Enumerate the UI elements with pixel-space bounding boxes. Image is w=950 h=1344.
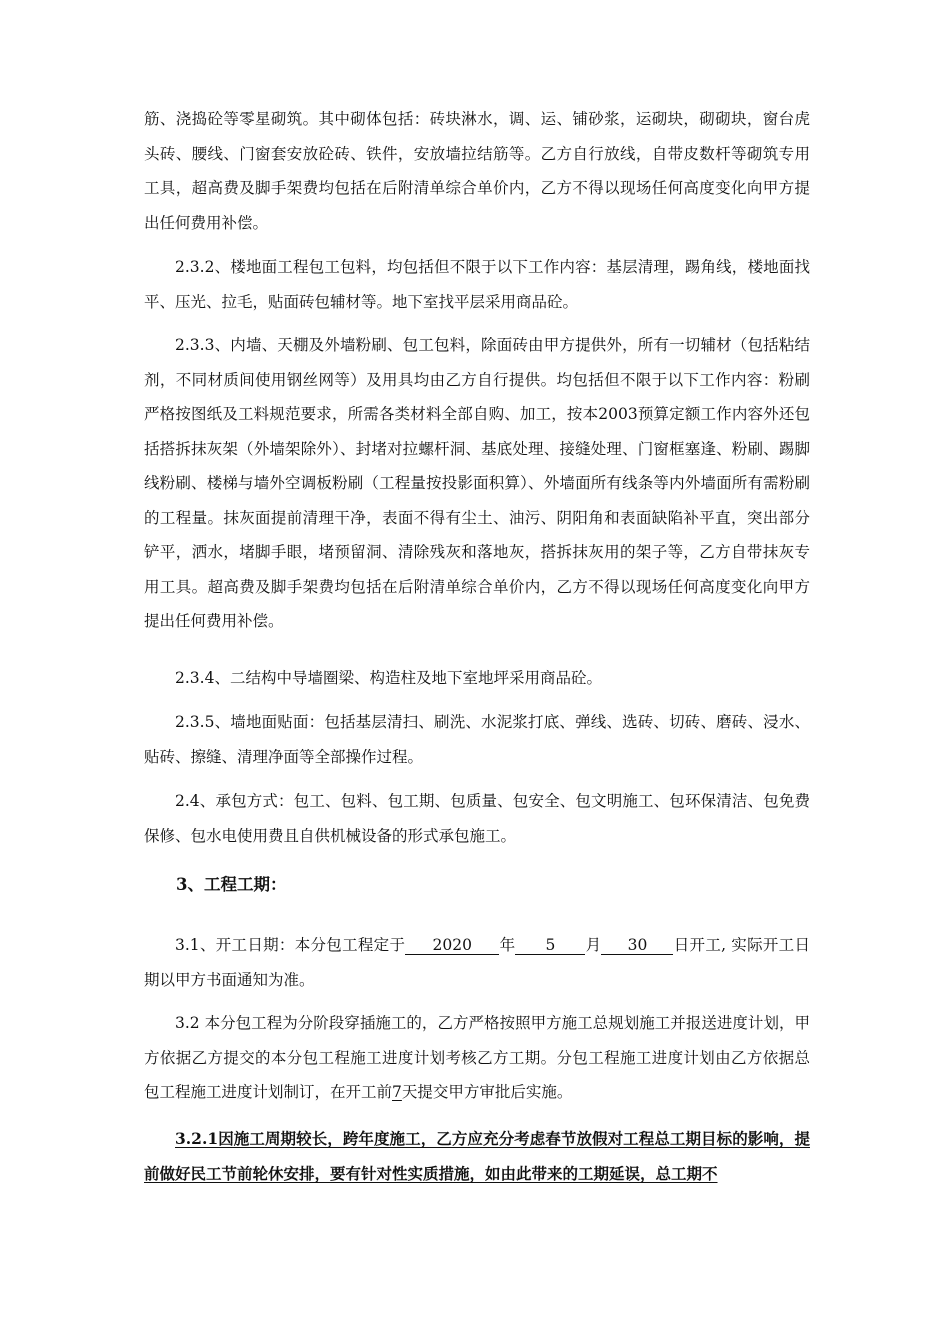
paragraph-3-2-text: 3.2 本分包工程为分阶段穿插施工的，乙方严格按照甲方施工总规划施工并报送进度计划，甲方依据乙方提交的本分包工程施工进度计划考核乙方工期。分包工程施工进度计划由乙方依据总包工程施工进度计划制订，在开工前 <box>144 1014 810 1101</box>
paragraph-2-3-4: 2.3.4、二结构中导墙圈梁、构造柱及地下室地坪采用商品砼。 <box>175 669 602 687</box>
year-label: 年 <box>499 936 516 954</box>
paragraph-2-3-5: 2.3.5、墙地面贴面：包括基层清扫、刷洗、水泥浆打底、弹线、选砖、切砖、磨砖、浸水、贴砖、擦缝、清理净面等全部操作过程。 <box>144 713 810 766</box>
start-date-prefix: 3.1、开工日期：本分包工程定于 <box>175 936 406 954</box>
paragraph-2-4: 2.4、承包方式：包工、包料、包工期、包质量、包安全、包文明施工、包环保清洁、包免费保修、包水电使用费且自供机械设备的形式承包施工。 <box>144 792 810 845</box>
paragraph-2-3-1-continued: 筋、浇捣砼等零星砌筑。其中砌体包括：砖块淋水，调、运、铺砂浆，运砌块，砌砌块，窗台虎头砖、腰线、门窗套安放砼砖、铁件，安放墙拉结筋等。乙方自行放线，自带皮数杆等砌筑专用工具，超高费及脚手架费均包括在后附清单综合单价内，乙方不得以现场任何高度变化向甲方提出任何费用补偿。 <box>144 110 810 232</box>
section-heading-3: 3、工程工期： <box>176 875 287 894</box>
paragraph-3-2-tail: 天提交甲方审批后实施。 <box>401 1083 573 1101</box>
paragraph-2-3-3: 2.3.3、内墙、天棚及外墙粉刷、包工包料，除面砖由甲方提供外，所有一切辅材（包括粘结剂，不同材质间使用钢丝网等）及用具均由乙方自行提供。均包括但不限于以下工作内容：粉刷严格按图纸及工料规范要求，所需各类材料全部自购、加工，按本2003预算定额工作内容外还包括搭拆抹灰架（外墙架除外）、封堵对拉螺杆洞、基底处理、接缝处理、门窗框塞逢、粉刷、踢脚线粉刷、楼梯与墙外空调板粉刷（工程量按投影面积算）、外墙面所有线条等内外墙面所有需粉刷的工程量。抹灰面提前清理干净，表面不得有尘土、油污、阴阳角和表面缺陷补平直，突出部分铲平，洒水，堵脚手眼，堵预留洞、清除残灰和落地灰，搭拆抹灰用的架子等，乙方自带抹灰专用工具。超高费及脚手架费均包括在后附清单综合单价内，乙方不得以现场任何高度变化向甲方提出任何费用补偿。 <box>144 336 810 630</box>
paragraph-3-1 <box>144 928 810 997</box>
start-date-suffix: 日开工, 实际开工日期以甲方书面通知为准。 <box>144 936 810 989</box>
start-year-field: 2020 <box>405 936 499 955</box>
month-label: 月 <box>585 936 602 954</box>
submission-days-field: 7 <box>392 1083 402 1101</box>
paragraph-3-2-1: 3.2.1因施工周期较长，跨年度施工，乙方应充分考虑春节放假对工程总工期目标的影响，提前做好民工节前轮休安排，要有针对性实质措施，如由此带来的工期延误，总工期不 <box>144 1129 810 1183</box>
start-day-field: 30 <box>601 936 673 955</box>
start-month-field: 5 <box>515 936 585 955</box>
paragraph-3-2 <box>144 1006 810 1110</box>
paragraph-2-3-2: 2.3.2、楼地面工程包工包料，均包括但不限于以下工作内容：基层清理，踢角线，楼地面找平、压光、拉毛，贴面砖包辅材等。地下室找平层采用商品砼。 <box>144 258 810 311</box>
